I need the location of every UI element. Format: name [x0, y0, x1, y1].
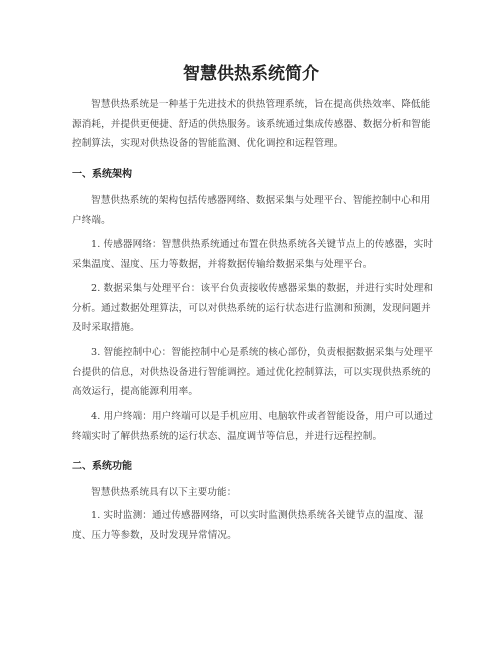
data-platform-paragraph: 2. 数据采集与处理平台：该平台负责接收传感器采集的数据，并进行实时处理和分析。通过数据处理算法，可以对供热系统的运行状态进行监测和预测，发现问题并及时采取措施。 [72, 283, 434, 333]
realtime-monitoring-paragraph: 1. 实时监测：通过传感器网络，可以实时监测供热系统各关键节点的温度、湿度、压力等参数，及时发现异常情况。 [72, 510, 424, 541]
section-heading-architecture: 一、系统架构 [72, 169, 132, 180]
sensor-network-paragraph: 1. 传感器网络：智慧供热系统通过布置在供热系统各关键节点上的传感器，实时采集温度、湿度、压力等数据，并将数据传输给数据采集与处理平台。 [72, 239, 434, 270]
user-terminal-paragraph: 4. 用户终端：用户终端可以是手机应用、电脑软件或者智能设备，用户可以通过终端实时了解供热系统的运行状态、温度调节等信息，并进行远程控制。 [72, 411, 434, 442]
architecture-overview-paragraph: 智慧供热系统的架构包括传感器网络、数据采集与处理平台、智能控制中心和用户终端。 [72, 195, 431, 226]
intro-paragraph: 智慧供热系统是一种基于先进技术的供热管理系统，旨在提高供热效率、降低能源消耗，并提供更便捷、舒适的供热服务。该系统通过集成传感器、数据分析和智能控制算法，实现对供热设备的智能监测、优化调控和远程管理。 [72, 99, 431, 149]
section-heading-functions: 二、系统功能 [72, 461, 132, 472]
functions-intro-paragraph: 智慧供热系统具有以下主要功能： [91, 487, 237, 498]
control-center-paragraph: 3. 智能控制中心：智能控制中心是系统的核心部份，负责根据数据采集与处理平台提供的信息，对供热设备进行智能调控。通过优化控制算法，可以实现供热系统的高效运行，提高能源利用率。 [72, 347, 434, 397]
document-title: 智慧供热系统简介 [183, 64, 319, 84]
